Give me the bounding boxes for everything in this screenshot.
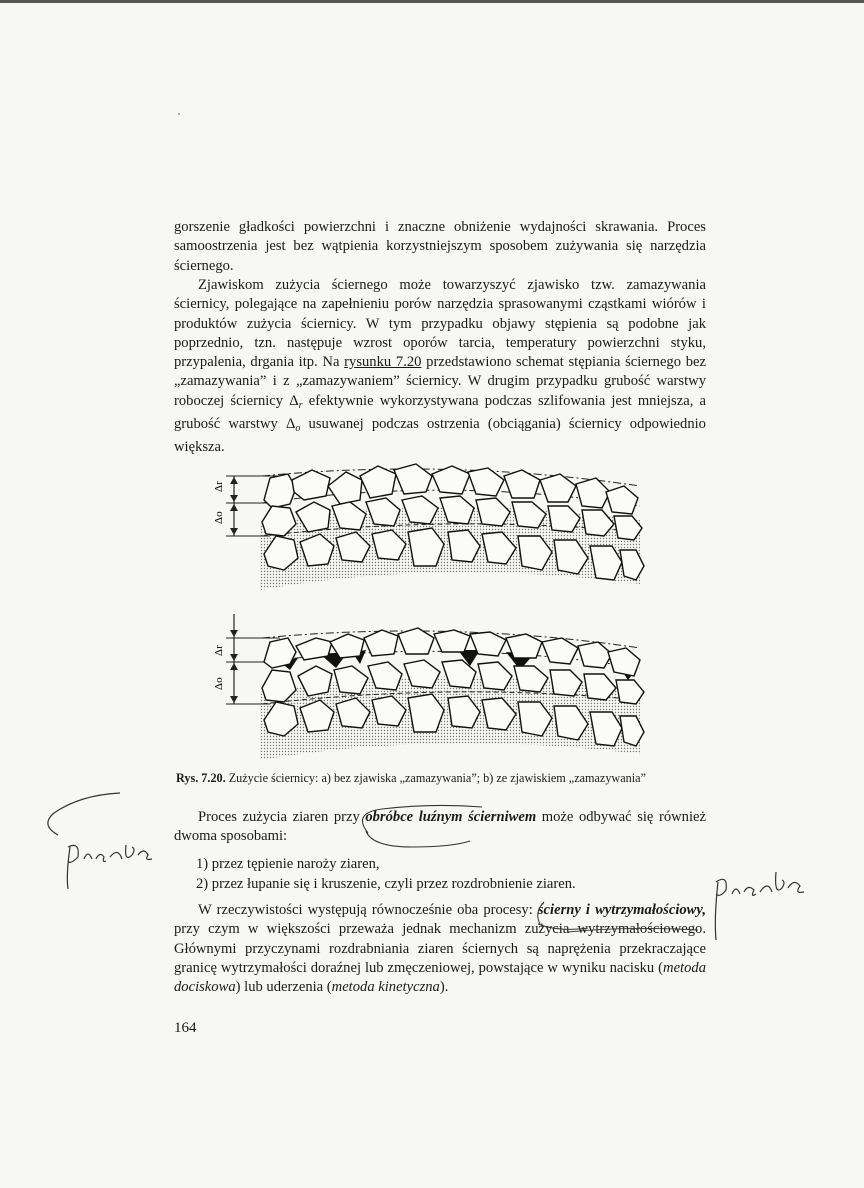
paragraph-4: W rzeczywistości występują równocześnie oba procesy: ścierny i wytrzymałościowy, przy czym w większości przeważa jednak mechanizm zużycia wytrzymałościowego. Głównymi przyczynami rozdrabniania ziaren ściernych są naprężenia przekraczające granicę wytrzymałości doraźnej lub zmęczeniowej, powstające w wyniku nacisku (metoda dociskowa) lub uderzenia (metoda kinetyczna).	[174, 902, 706, 996]
figure-wheel-wear-b	[200, 612, 670, 764]
page-number: 164	[174, 1020, 197, 1036]
scan-top-edge	[0, 0, 864, 3]
paragraph-3: Proces zużycia ziaren przy obróbce luźnym ścierniwem może odbywać się również dwoma sposobami:	[174, 809, 706, 845]
scan-speck	[178, 113, 180, 115]
label-delta-o: Δo	[213, 677, 225, 690]
handwritten-circle-loose-abrasive	[352, 803, 492, 853]
figure-caption: Rys. 7.20. Zużycie ściernicy: a) bez zjawiska „zamazywania”; b) ze zjawiskiem „zamazywania”	[176, 771, 646, 785]
list-item: 1) przez tępienie naroży ziaren,	[196, 856, 380, 872]
figure-reference-link[interactable]: rysunku 7.20	[344, 354, 422, 371]
emphasis-loose-abrasive: obróbce luźnym ścierniwem	[365, 809, 537, 825]
label-delta-r: Δr	[213, 481, 225, 492]
paragraph-2: Zjawiskom zużycia ściernego może towarzyszyć zjawisko tzw. zamazywania ściernicy, polegające na zapełnieniu porów narzędzia sprasowanymi cząstkami wiórów i produktów zużycia ściernicy. W tym przypadku objawy stępienia są podobne jak poprzednio, tzn. następuje wzrost oporów tarcia, temperatury powierzchni styku, przypalenia, drgania itp. Na rysunku 7.20 przedstawiono schemat stępiania ściernego bez „zamazywania” i z „zamazywaniem” ściernicy. W drugim przypadku grubość warstwy roboczej ściernicy $\Delta_r$ efektywnie wykorzystywana podczas szlifowania jest mniejsza, a grubość warstwy $\Delta_o$ usuwanej podczas ostrzenia (obciągania) ściernicy odpowiednio większa.	[174, 277, 706, 456]
figure-wheel-wear-a	[200, 462, 670, 594]
handwritten-marks-processes	[528, 898, 718, 938]
paragraph-1: gorszenie gładkości powierzchni i znaczne obniżenie wydajności skrawania. Proces samoostrzenia jest bez wątpienia korzystniejszym sposobem zużywania się narzędzia ściernego.	[174, 219, 706, 274]
handwritten-note-left	[40, 785, 180, 895]
label-delta-r: Δr	[213, 645, 225, 656]
emphasis-processes: ścierny i wytrzymałościowy,	[537, 902, 706, 918]
list-item: 2) przez łupanie się i kruszenie, czyli przez rozdrobnienie ziaren.	[196, 876, 576, 892]
label-delta-o: Δo	[213, 511, 225, 524]
